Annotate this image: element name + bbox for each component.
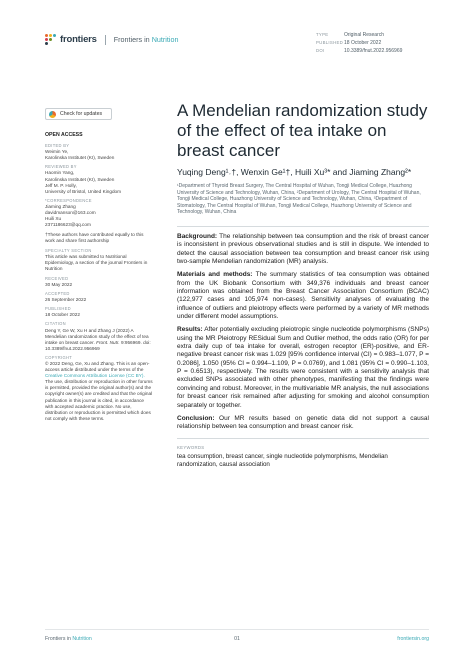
correspondence-info: Jiaming Zhang davidmanson@163.com Huili Xu 2371186623@qq.com xyxy=(45,204,153,228)
logo-wordmark: frontiers xyxy=(60,34,97,45)
abstract-background: Background: The relationship between tea consumption and the risk of breast cancer is inconsistent in previous observational studies and is still in dispute. We intended to detect the causal association between tea consumption and breast cancer risk using two-sample Mendelian randomization (MR) analysis. xyxy=(177,232,429,265)
abstract-results: Results: After potentially excluding pleiotropic single nucleotide polymorphisms (SNPs) using the MR Pleiotropy RESidual Sum and Outlier method, the odds ratio (OR) for per extra daily cup of tea intake for overall, estrogen receptor (ER)-positive, and ER-negative breast cancer risk was 1.029 [95% confidence interval (CI) = 0.983–1.077, P = 0.2086], 1.050 (95% CI = 0.994–1.109, P = 0.0769), and 1.081 (95% CI = 0.990–1.103, P = 0.6513), respectively. The results were consistent with a sensitivity analysis that excluded SNPs associated with other phenotypes, manifesting that the findings were convincing and robust. Moreover, in the multivariable MR analysis, the null associations for breast cancer risk remained after adjusting for smoking and alcohol consumption separately or together. xyxy=(177,326,429,409)
frontiers-logo[interactable] xyxy=(45,34,178,45)
abstract-conclusion: Conclusion: Our MR results based on genetic data did not support a causal relationship between tea consumption and breast cancer risk. xyxy=(177,414,429,431)
affiliations: ¹Department of Thyroid Breast Surgery, The Central Hospital of Wuhan, Tongji Medical College, Huazhong University of Science and Technology, Wuhan, China, ²Department of Urology, The Central Hospital of Wuhan, Tongji Medical College, Huazhong University of Science and Technology, Wuhan, China, ³Department of Stomatology, The Central Hospital of Wuhan, Tongji Medical College, Huazhong University of Science and Technology, Wuhan, China xyxy=(177,183,421,216)
logo-separator xyxy=(105,35,106,45)
footer-journal: Frontiers in Nutrition xyxy=(45,636,92,642)
reviewed-by-label: REVIEWED BY xyxy=(45,164,77,170)
keywords-label: KEYWORDS xyxy=(177,444,205,450)
footer-site-link[interactable]: frontiersin.org xyxy=(397,636,429,642)
page-header xyxy=(0,0,474,72)
article-title: A Mendelian randomization study of the effect of tea intake on breast cancer xyxy=(177,101,428,160)
check-for-updates-button[interactable]: Check for updates xyxy=(45,108,112,120)
copyright-text: © 2022 Deng, Ge, Xu and Zhang. This is an open-access article distributed under the terms of the Creative Commons Attribution License (CC BY). The use, distribution or reproduction in other forums is permitted, provided the original author(s) and the copyright owner(s) are credited and that the original publication in this journal is cited, in accordance with accepted academic practice. No use, distribution or reproduction is permitted which does not comply with these terms. xyxy=(45,361,153,421)
open-access-label: OPEN ACCESS xyxy=(45,132,83,138)
page-footer xyxy=(45,629,429,641)
article-meta xyxy=(316,31,402,55)
crossmark-icon xyxy=(49,111,56,118)
copyright-label: COPYRIGHT xyxy=(45,354,73,360)
correspondence-label: *CORRESPONDENCE xyxy=(45,197,92,203)
editor-info: Weimin Ye, Karolinska Institutet (KI), Sweden xyxy=(45,149,115,161)
article-main xyxy=(177,101,429,469)
abstract xyxy=(177,226,429,432)
citation-label: CITATION xyxy=(45,321,66,327)
cc-by-license-link[interactable]: Creative Commons Attribution License (CC BY). xyxy=(45,373,145,379)
meta-published: PUBLISHED18 October 2022 xyxy=(316,40,382,46)
meta-type: TYPE Original Research xyxy=(316,32,385,38)
specialty-text: This article was submitted to Nutritional Epidemiology, a section of the journal Frontiers in Nutrition xyxy=(45,253,148,271)
equal-contribution-note: †These authors have contributed equally to this work and share first authorship xyxy=(45,232,144,244)
article-sidebar xyxy=(45,108,153,425)
email-link-2[interactable]: 2371186623@qq.com xyxy=(45,222,91,228)
journal-name: Frontiers in Nutrition xyxy=(113,35,179,44)
edited-by-label: EDITED BY xyxy=(45,143,70,149)
citation-text: Deng Y, Ge W, Xu H and Zhang J (2022) A Mendelian randomization study of the effect of tea intake on breast cancer. Front. Nutr. 9:956969. doi: 10.3389/fnut.2022.956969 xyxy=(45,327,151,351)
keywords-text: tea consumption, breast cancer, single nucleotide polymorphisms, Mendelian randomization, causal association xyxy=(177,452,388,468)
reviewer-info: Haomin Yang, Karolinska Institutet (KI), Sweden Jeff M. P. Holly, University of Bristol, United Kingdom xyxy=(45,170,122,194)
page-number: 01 xyxy=(234,636,240,642)
frontiers-logo-icon xyxy=(45,34,56,45)
author-list: Yuqing Deng¹˒†, Wenxin Ge¹†, Huili Xu³* and Jiaming Zhang²* xyxy=(177,167,412,177)
keywords-section xyxy=(177,438,429,469)
specialty-label: SPECIALTY SECTION xyxy=(45,247,92,253)
email-link-1[interactable]: davidmanson@163.com xyxy=(45,210,96,216)
abstract-methods: Materials and methods: The summary statistics of tea consumption was obtained from the UK Biobank Consortium with 349,376 individuals and breast cancer information was obtained from the Breast Cancer Association Consortium (BCAC) (122,977 cases and 105,974 non-cases). Sensitivity analyses of evaluating the influence of outliers and pleiotropy effects were performed by a variety of MR methods under different model assumptions. xyxy=(177,271,429,321)
meta-doi: DOI 10.3389/fnut.2022.956969 xyxy=(316,48,403,54)
article-dates: RECEIVED 30 May 2022 ACCEPTED 26 September 2022 PUBLISHED 18 October 2022 xyxy=(45,275,87,318)
